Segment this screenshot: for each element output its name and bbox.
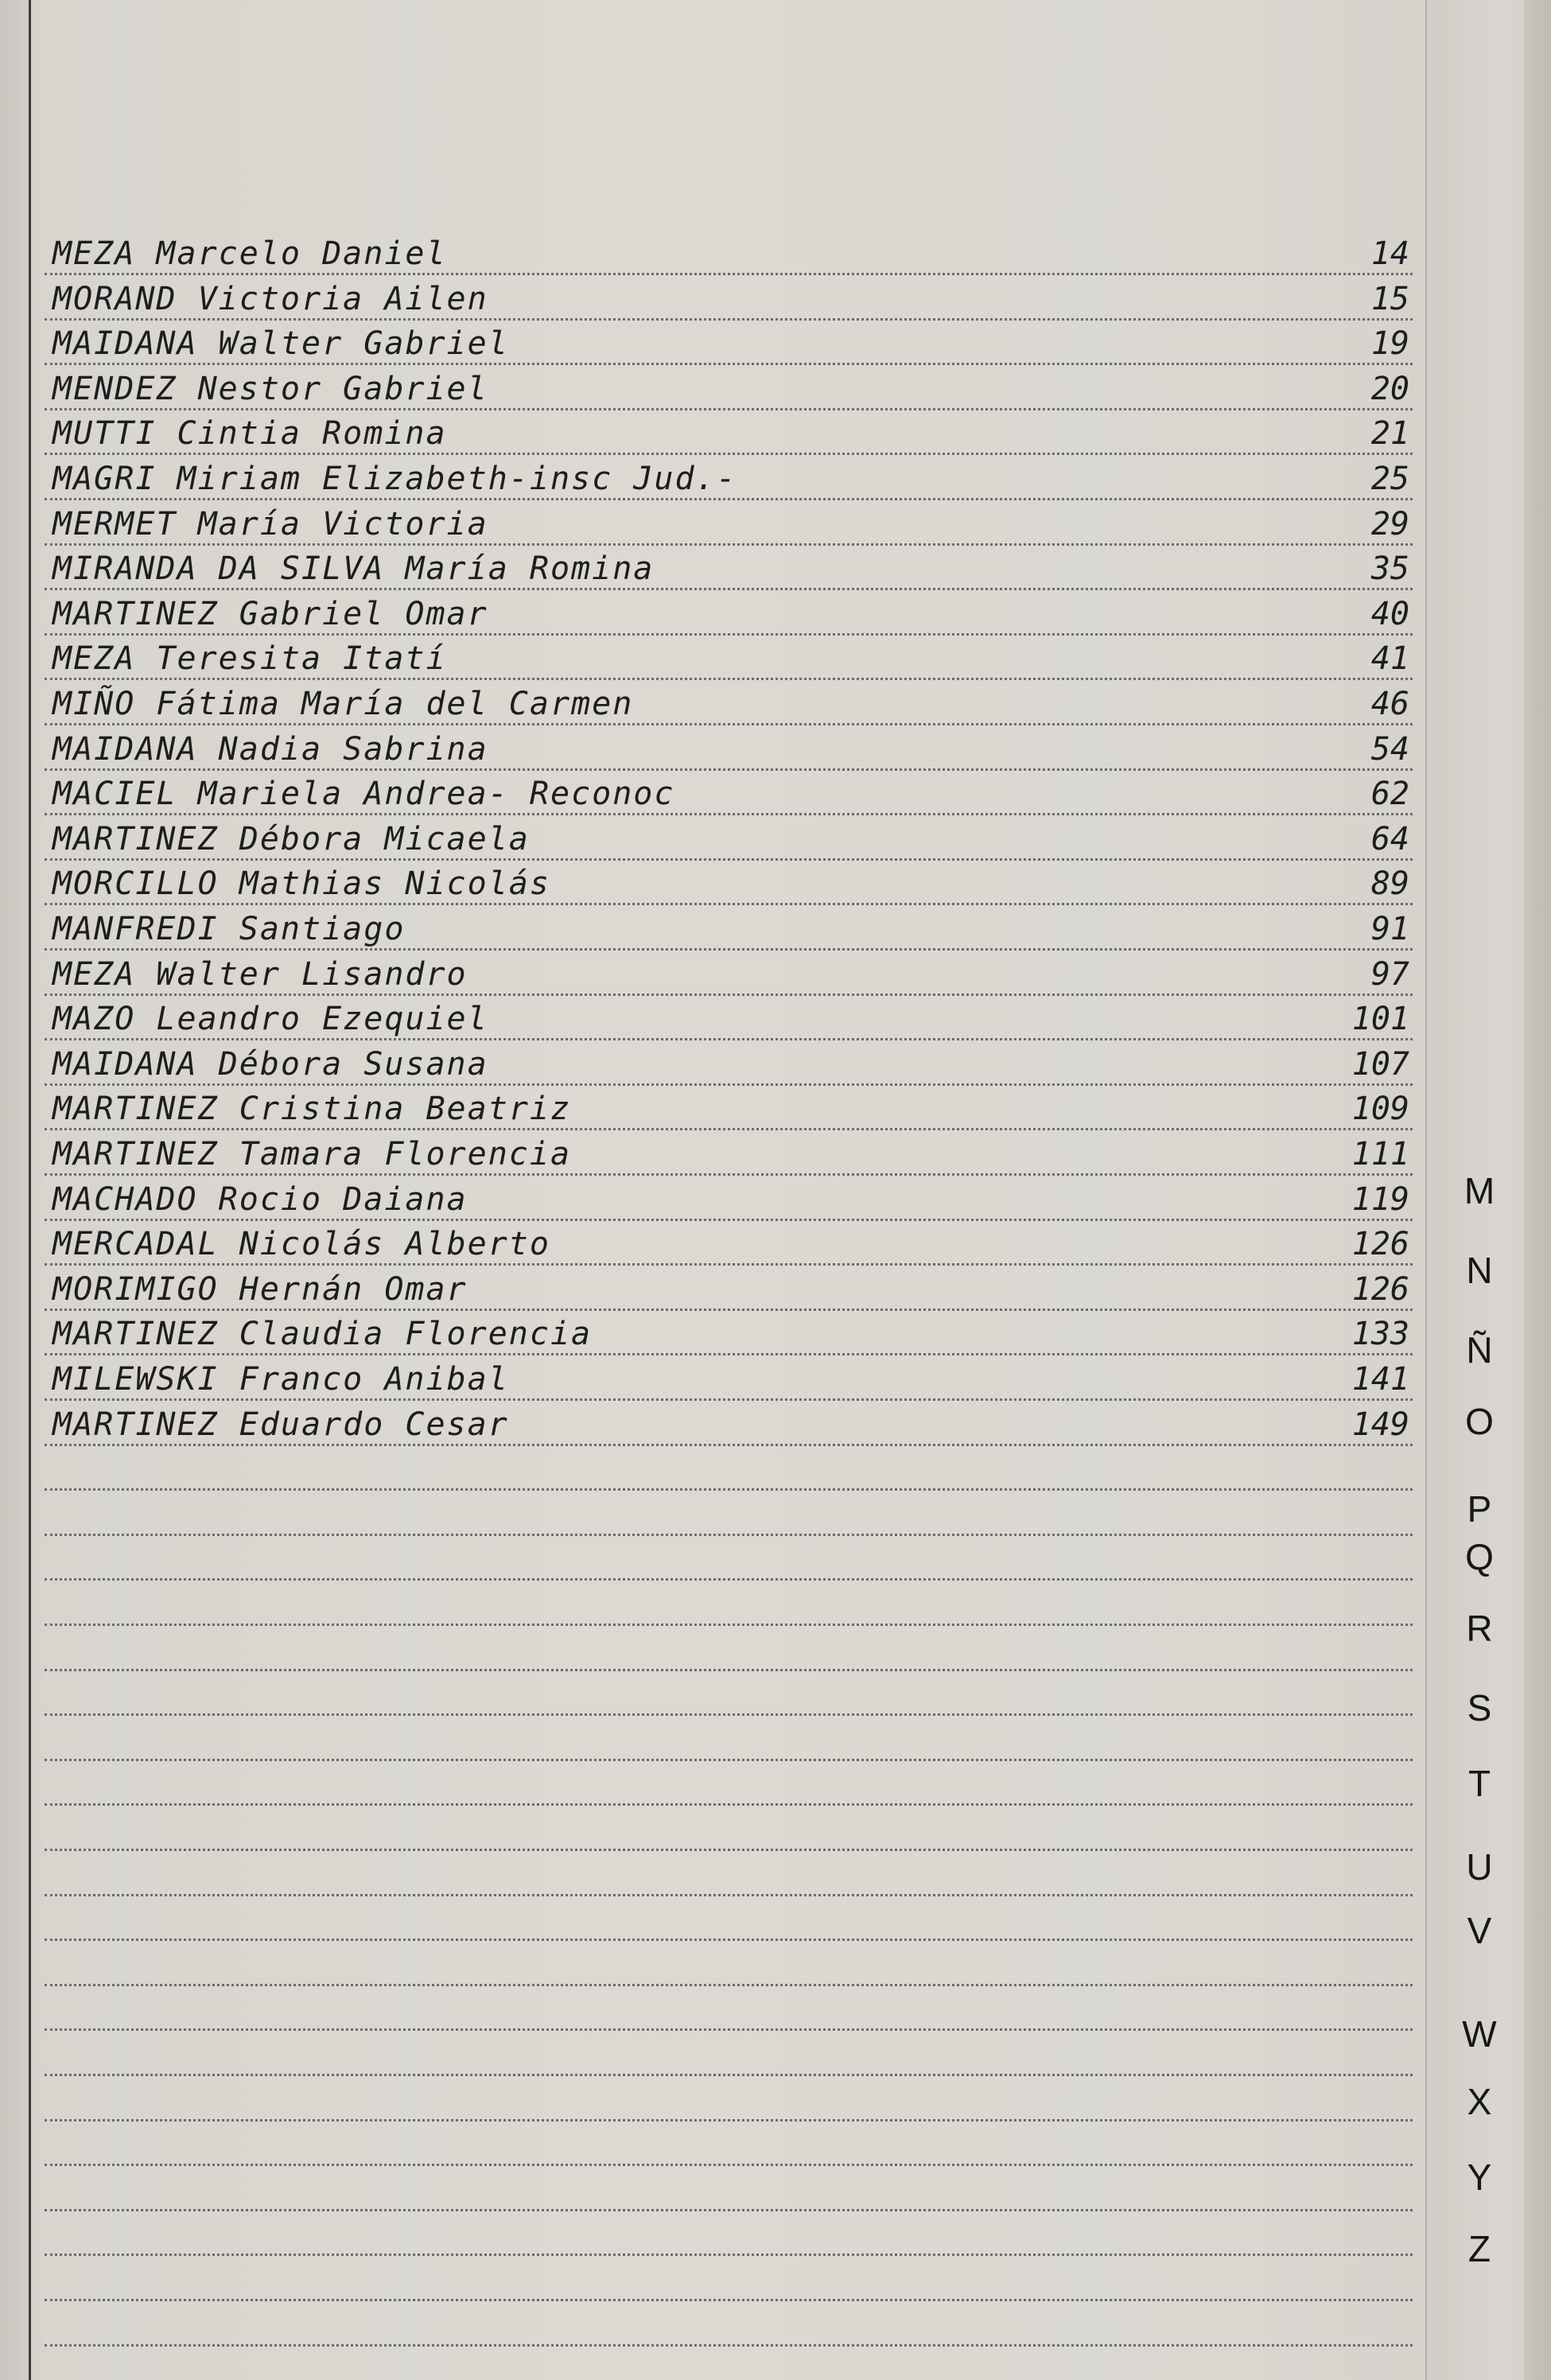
- dotted-rule: [45, 1849, 1413, 1851]
- empty-row: [45, 2032, 1413, 2076]
- entry-page-number: 41: [1370, 640, 1409, 678]
- dotted-rule: [45, 2344, 1413, 2347]
- entry-name: MAGRI Miriam Elizabeth-insc Jud.-: [52, 461, 737, 497]
- entry-page-number: 149: [1351, 1406, 1409, 1443]
- empty-row: [45, 1852, 1413, 1896]
- entry-row: [45, 681, 1413, 725]
- entry-name: MERCADAL Nicolás Alberto: [52, 1226, 550, 1263]
- entry-name: MEZA Teresita Itatí: [52, 640, 447, 678]
- index-tab-letter[interactable]: M: [1464, 1170, 1495, 1211]
- entry-page-number: 89: [1370, 865, 1409, 903]
- empty-row: [45, 2347, 1413, 2380]
- entry-row: [45, 1176, 1413, 1221]
- dotted-rule: [45, 1444, 1413, 1446]
- entry-page-number: 46: [1370, 686, 1409, 722]
- entry-page-number: 109: [1351, 1091, 1409, 1128]
- entry-page-number: 62: [1370, 776, 1409, 813]
- dotted-rule: [45, 2074, 1413, 2076]
- index-tab-letter[interactable]: Q: [1465, 1536, 1494, 1577]
- dotted-rule: [45, 2028, 1413, 2031]
- dotted-rule: [45, 903, 1413, 905]
- entry-page-number: 40: [1370, 595, 1409, 632]
- entry-row: [45, 410, 1413, 455]
- entry-name: MARTINEZ Tamara Florencia: [52, 1136, 572, 1172]
- entry-page-number: 64: [1370, 820, 1409, 858]
- dotted-rule: [45, 1713, 1413, 1716]
- dotted-rule: [45, 1534, 1413, 1536]
- entry-name: MACHADO Rocio Daiana: [52, 1180, 468, 1218]
- empty-row: [45, 1942, 1413, 1986]
- dotted-rule: [45, 1353, 1413, 1355]
- entry-name: MEZA Walter Lisandro: [52, 955, 468, 993]
- empty-row: [45, 1896, 1413, 1941]
- entry-page-number: 54: [1370, 730, 1409, 768]
- dotted-rule: [45, 588, 1413, 590]
- entry-page-number: 141: [1351, 1361, 1409, 1398]
- entry-row: [45, 1356, 1413, 1401]
- entry-page-number: 126: [1351, 1226, 1409, 1263]
- entry-row: [45, 1311, 1413, 1355]
- dotted-rule: [45, 1578, 1413, 1581]
- index-tab-letter[interactable]: X: [1467, 2081, 1492, 2122]
- index-tab-letter[interactable]: W: [1462, 2013, 1497, 2055]
- dotted-rule: [45, 1309, 1413, 1311]
- dotted-rule: [45, 1083, 1413, 1086]
- dotted-rule: [45, 318, 1413, 321]
- entry-row: [45, 1402, 1413, 1446]
- index-tab-letter[interactable]: Z: [1467, 2228, 1491, 2269]
- entry-name: MILEWSKI Franco Anibal: [52, 1361, 509, 1398]
- entry-page-number: 91: [1370, 911, 1409, 947]
- entry-row: [45, 951, 1413, 996]
- empty-row: [45, 1761, 1413, 1806]
- index-tab-letter[interactable]: O: [1465, 1401, 1494, 1442]
- entry-page-number: 133: [1351, 1316, 1409, 1353]
- entry-row: [45, 996, 1413, 1040]
- empty-row: [45, 1536, 1413, 1581]
- dotted-rule: [45, 1803, 1413, 1806]
- dotted-rule: [45, 1669, 1413, 1671]
- dotted-rule: [45, 1173, 1413, 1176]
- index-tab-letter[interactable]: N: [1466, 1250, 1493, 1291]
- dotted-rule: [45, 723, 1413, 725]
- entry-name: MORAND Victoria Ailen: [52, 280, 488, 317]
- empty-row: [45, 1581, 1413, 1626]
- entry-row: [45, 1221, 1413, 1266]
- empty-row: [45, 2211, 1413, 2256]
- entry-name: MACIEL Mariela Andrea- Reconoc: [52, 776, 675, 813]
- dotted-rule: [45, 994, 1413, 996]
- empty-row: [45, 1491, 1413, 1536]
- entry-row: [45, 456, 1413, 500]
- index-tab-edge: [1524, 0, 1551, 2380]
- entry-page-number: 29: [1370, 505, 1409, 542]
- entry-page-number: 35: [1370, 550, 1409, 588]
- entry-row: [45, 231, 1413, 275]
- entry-name: MARTINEZ Eduardo Cesar: [52, 1406, 509, 1443]
- entry-row: [45, 321, 1413, 365]
- entry-row: [45, 636, 1413, 680]
- empty-row: [45, 2077, 1413, 2121]
- entry-name: MIRANDA DA SILVA María Romina: [52, 550, 655, 588]
- entry-name: MENDEZ Nestor Gabriel: [52, 370, 488, 407]
- entry-name: MANFREDI Santiago: [52, 911, 406, 947]
- dotted-rule: [45, 2119, 1413, 2121]
- entry-row: [45, 816, 1413, 861]
- empty-row: [45, 2167, 1413, 2211]
- dotted-rule: [45, 1894, 1413, 1896]
- dotted-rule: [45, 768, 1413, 771]
- dotted-rule: [45, 2209, 1413, 2211]
- dotted-rule: [45, 1984, 1413, 1986]
- entry-name: MUTTI Cintia Romina: [52, 415, 447, 453]
- empty-row: [45, 1806, 1413, 1851]
- left-margin-line: [29, 0, 31, 2380]
- dotted-rule: [45, 1038, 1413, 1040]
- entry-page-number: 126: [1351, 1270, 1409, 1308]
- entry-name: MAIDANA Nadia Sabrina: [52, 730, 488, 768]
- dotted-rule: [45, 633, 1413, 636]
- entry-name: MAIDANA Débora Susana: [52, 1045, 488, 1083]
- entry-name: MARTINEZ Débora Micaela: [52, 820, 530, 858]
- entry-page-number: 20: [1370, 370, 1409, 407]
- index-tab-letter[interactable]: T: [1467, 1763, 1491, 1804]
- entry-row: [45, 1266, 1413, 1311]
- entry-name: MORIMIGO Hernán Omar: [52, 1270, 468, 1308]
- entry-name: MERMET María Victoria: [52, 505, 488, 542]
- dotted-rule: [45, 858, 1413, 861]
- index-tab-letter[interactable]: S: [1467, 1687, 1492, 1729]
- entry-row: [45, 861, 1413, 905]
- dotted-rule: [45, 273, 1413, 275]
- empty-row: [45, 2121, 1413, 2166]
- dotted-rule: [45, 678, 1413, 680]
- entry-row: [45, 906, 1413, 951]
- entry-page-number: 21: [1370, 415, 1409, 453]
- entry-page-number: 111: [1351, 1136, 1409, 1172]
- entry-page-number: 107: [1351, 1045, 1409, 1083]
- entry-page-number: 15: [1370, 280, 1409, 317]
- entry-row: [45, 1041, 1413, 1086]
- dotted-rule: [45, 1624, 1413, 1626]
- entry-name: MARTINEZ Claudia Florencia: [52, 1316, 593, 1353]
- dotted-rule: [45, 1263, 1413, 1266]
- entry-list: [45, 0, 1413, 2380]
- dotted-rule: [45, 1398, 1413, 1401]
- index-tab-letter[interactable]: P: [1467, 1488, 1492, 1530]
- entry-name: MEZA Marcelo Daniel: [52, 235, 447, 272]
- empty-row: [45, 2302, 1413, 2347]
- entry-row: [45, 1131, 1413, 1176]
- entry-row: [45, 366, 1413, 410]
- entry-page-number: 97: [1370, 955, 1409, 993]
- empty-row: [45, 1986, 1413, 2031]
- entry-name: MORCILLO Mathias Nicolás: [52, 865, 550, 903]
- empty-row: [45, 2257, 1413, 2301]
- entry-name: MAIDANA Walter Gabriel: [52, 325, 509, 363]
- dotted-rule: [45, 2299, 1413, 2301]
- empty-row: [45, 1671, 1413, 1716]
- empty-row: [45, 1717, 1413, 1761]
- entry-name: MIÑO Fátima María del Carmen: [52, 686, 634, 722]
- entry-page-number: 101: [1351, 1001, 1409, 1038]
- empty-row: [45, 1627, 1413, 1671]
- entry-row: [45, 501, 1413, 546]
- dotted-rule: [45, 543, 1413, 546]
- entry-row: [45, 546, 1413, 590]
- index-tab-letter[interactable]: R: [1466, 1608, 1493, 1649]
- entry-row: [45, 771, 1413, 815]
- dotted-rule: [45, 453, 1413, 455]
- entry-name: MARTINEZ Gabriel Omar: [52, 595, 488, 632]
- dotted-rule: [45, 1939, 1413, 1941]
- entry-row: [45, 276, 1413, 321]
- dotted-rule: [45, 813, 1413, 815]
- entry-page-number: 14: [1370, 235, 1409, 272]
- entry-row: [45, 591, 1413, 636]
- entry-page-number: 19: [1370, 325, 1409, 363]
- dotted-rule: [45, 2254, 1413, 2256]
- index-tab-letter[interactable]: U: [1466, 1846, 1493, 1888]
- entry-page-number: 25: [1370, 461, 1409, 497]
- dotted-rule: [45, 948, 1413, 951]
- dotted-rule: [45, 1488, 1413, 1491]
- dotted-rule: [45, 1759, 1413, 1761]
- dotted-rule: [45, 2164, 1413, 2166]
- empty-row: [45, 1446, 1413, 1491]
- entry-name: MARTINEZ Cristina Beatriz: [52, 1091, 572, 1128]
- dotted-rule: [45, 498, 1413, 500]
- entry-row: [45, 726, 1413, 771]
- dotted-rule: [45, 1128, 1413, 1130]
- dotted-rule: [45, 363, 1413, 365]
- entry-row: [45, 1086, 1413, 1130]
- entry-name: MAZO Leandro Ezequiel: [52, 1001, 488, 1038]
- dotted-rule: [45, 408, 1413, 410]
- index-tab-letter[interactable]: Y: [1467, 2156, 1492, 2198]
- dotted-rule: [45, 1219, 1413, 1221]
- index-tab-letter[interactable]: V: [1467, 1910, 1492, 1951]
- entry-page-number: 119: [1351, 1180, 1409, 1218]
- index-tab-letter[interactable]: Ñ: [1466, 1329, 1493, 1371]
